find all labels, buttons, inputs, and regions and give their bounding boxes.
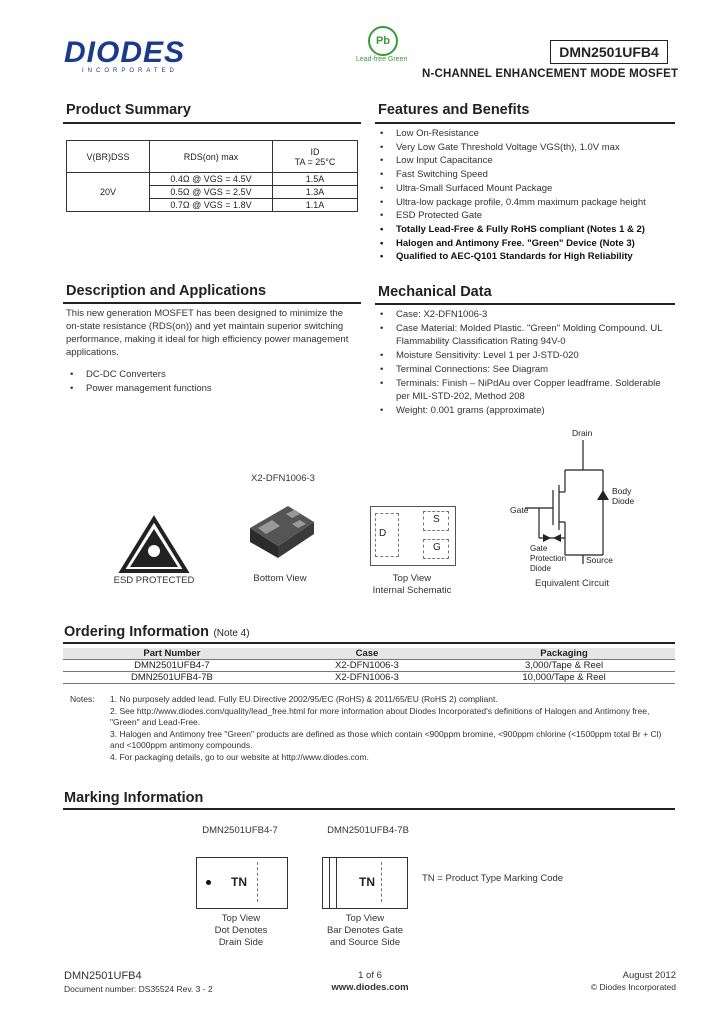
- cell: DMN2501UFB4-7: [63, 660, 281, 672]
- pin-g-label: G: [433, 542, 441, 553]
- cell: X2-DFN1006-3: [281, 672, 453, 684]
- marking-left-package: [196, 857, 288, 909]
- caption-line: and Source Side: [329, 937, 401, 948]
- list-item: • Ultra-low package profile, 0.4mm maximum package height: [376, 196, 676, 210]
- rds-row-3: 0.7Ω @ VGS = 1.8V: [150, 199, 273, 212]
- id-row-1: 1.5A: [273, 173, 358, 186]
- note-item: 1. No purposely added lead. Fully EU Directive 2002/95/EC (RoHS) & 2011/65/EU (RoHS 2) compliant.: [110, 694, 498, 704]
- pin-s-label: S: [433, 514, 440, 525]
- id-row-2: 1.3A: [273, 186, 358, 199]
- list-item: • DC-DC Converters: [66, 368, 356, 382]
- col-rdson: RDS(on) max: [150, 141, 273, 173]
- col-id-cond: TA = 25°C: [294, 156, 336, 167]
- circuit-caption: Equivalent Circuit: [535, 578, 609, 589]
- rds-row-2: 0.5Ω @ VGS = 2.5V: [150, 186, 273, 199]
- list-item: • Fast Switching Speed: [376, 168, 676, 182]
- marking-right-package: [322, 857, 408, 909]
- marking-title: Marking Information: [64, 790, 204, 806]
- diodes-logo: DIODES: [64, 36, 186, 69]
- footer-docnum: Document number: DS35524 Rev. 3 - 2: [64, 984, 213, 994]
- drain-dot-icon: [206, 880, 211, 885]
- divider: [63, 302, 361, 304]
- marking-right-label: DMN2501UFB4-7B: [327, 825, 409, 836]
- pad-outline: [257, 862, 282, 902]
- marking-code: TN: [231, 875, 247, 889]
- gate-source-bar-icon: [329, 858, 337, 908]
- divider: [63, 808, 675, 810]
- list-item: • Low On-Resistance: [376, 127, 676, 141]
- caption-line: Drain Side: [218, 937, 264, 948]
- note-item: 4. For packaging details, go to our website at http://www.diodes.com.: [110, 751, 369, 762]
- applications-list: [66, 368, 356, 395]
- list-item: • Power management functions: [66, 382, 356, 396]
- divider: [63, 642, 675, 644]
- ordering-note-ref: (Note 4): [213, 628, 250, 639]
- source-label: Source: [586, 555, 613, 565]
- pin-d-label: D: [379, 528, 387, 539]
- lead-free-icon: Pb: [368, 26, 398, 56]
- list-item: • Terminal Connections: See Diagram: [376, 363, 676, 377]
- cell: 10,000/Tape & Reel: [453, 672, 675, 684]
- caption-line: Dot Denotes: [214, 925, 268, 936]
- notes-label: Notes:: [70, 694, 95, 704]
- schematic-caption: [352, 573, 472, 597]
- ordering-title: Ordering Information: [64, 624, 209, 640]
- footer-part: DMN2501UFB4: [64, 970, 142, 982]
- mechanical-title: Mechanical Data: [378, 284, 492, 300]
- bottom-view-caption: Bottom View: [253, 573, 307, 584]
- id-row-3: 1.1A: [273, 199, 358, 212]
- features-title: Features and Benefits: [378, 102, 530, 118]
- notes-list: [110, 694, 675, 763]
- caption-line: Bar Denotes Gate: [326, 925, 404, 936]
- col-case: Case: [281, 648, 453, 660]
- mechanical-list: [376, 308, 676, 418]
- note-item: 3. Halogen and Antimony free "Green" products are defined as those which contain <900ppm bromine, <900ppm chlorine (<1500ppm total Br + Cl) and <1000ppm antimony compounds.: [110, 728, 662, 750]
- gate-label: Gate: [510, 505, 529, 515]
- col-vbrdss: V(BR)DSS: [67, 141, 150, 173]
- marking-code: TN: [359, 875, 375, 889]
- schematic-caption-1: Top View: [392, 573, 432, 584]
- description-text: This new generation MOSFET has been designed to minimize the on-state resistance (RDS(on)) and yet maintain superior switching performance, making it ideal for high efficiency power management applications.: [66, 308, 349, 358]
- list-item: • Weight: 0.001 grams (approximate): [376, 404, 676, 418]
- logo-subtext: INCORPORATED: [82, 68, 178, 74]
- schematic-caption-2: Internal Schematic: [372, 585, 452, 596]
- ordering-table: [63, 648, 675, 684]
- list-item: • Moisture Sensitivity: Level 1 per J-STD-020: [376, 349, 676, 363]
- cell: DMN2501UFB4-7B: [63, 672, 281, 684]
- product-summary-table: [66, 140, 358, 212]
- rds-row-1: 0.4Ω @ VGS = 4.5V: [150, 173, 273, 186]
- product-summary-title: Product Summary: [66, 102, 191, 118]
- description-title: Description and Applications: [66, 283, 267, 299]
- col-id: [273, 141, 358, 173]
- list-item: • Case Material: Molded Plastic. "Green" Molding Compound. UL Flammability Classification Rating 94V-0: [376, 322, 676, 349]
- note-item: 2. See http://www.diodes.com/quality/lead_free.html for more information about Diodes Incorporated's definitions of Halogen and Antimony free, "Green" and Lead-Free.: [110, 705, 650, 727]
- table-row: [63, 660, 675, 672]
- divider: [63, 122, 361, 124]
- device-subtitle: N-CHANNEL ENHANCEMENT MODE MOSFET: [422, 68, 679, 80]
- footer-website[interactable]: www.diodes.com: [331, 982, 409, 993]
- lead-free-label: Lead-free Green: [356, 56, 408, 63]
- footer-copyright: © Diodes Incorporated: [590, 982, 676, 992]
- list-item: • Halogen and Antimony Free. "Green" Device (Note 3): [376, 237, 676, 251]
- footer-date: August 2012: [622, 970, 676, 981]
- col-part: Part Number: [63, 648, 281, 660]
- footer-page: 1 of 6: [358, 970, 382, 981]
- list-item: • Qualified to AEC-Q101 Standards for High Reliability: [376, 250, 676, 264]
- esd-warning-icon: [118, 515, 190, 575]
- features-list: [376, 127, 676, 264]
- list-item: • Very Low Gate Threshold Voltage VGS(th), 1.0V max: [376, 141, 676, 155]
- cell: X2-DFN1006-3: [281, 660, 453, 672]
- marking-left-label: DMN2501UFB4-7: [202, 825, 278, 836]
- part-number: DMN2501UFB4: [550, 40, 668, 64]
- esd-caption: ESD PROTECTED: [113, 575, 195, 586]
- marking-left-caption: [186, 913, 296, 949]
- cell: 3,000/Tape & Reel: [453, 660, 675, 672]
- list-item: • ESD Protected Gate: [376, 209, 676, 223]
- col-id-label: ID: [310, 146, 320, 157]
- list-item: • Totally Lead-Free & Fully RoHS compliant (Notes 1 & 2): [376, 223, 676, 237]
- divider: [375, 303, 675, 305]
- divider: [375, 122, 675, 124]
- drain-label: Drain: [572, 428, 593, 438]
- marking-right-caption: [310, 913, 420, 949]
- pad-outline: [381, 862, 404, 902]
- marking-legend: TN = Product Type Marking Code: [422, 873, 564, 884]
- body-diode-label: Body Diode: [612, 486, 635, 506]
- internal-schematic: [370, 506, 456, 566]
- list-item: • Case: X2-DFN1006-3: [376, 308, 676, 322]
- vbr-value: 20V: [67, 173, 150, 212]
- list-item: • Ultra-Small Surfaced Mount Package: [376, 182, 676, 196]
- list-item: • Terminals: Finish – NiPdAu over Copper leadframe. Solderable per MIL-STD-202, Method 208: [376, 377, 676, 404]
- caption-line: Top View: [345, 913, 385, 924]
- list-item: • Low Input Capacitance: [376, 154, 676, 168]
- package-label: X2-DFN1006-3: [251, 473, 315, 484]
- caption-line: Top View: [221, 913, 261, 924]
- table-row: [63, 672, 675, 684]
- package-bottom-view: [244, 498, 316, 568]
- col-packaging: Packaging: [453, 648, 675, 660]
- ordering-header: [64, 623, 250, 641]
- gate-protection-label: Gate Protection Diode: [530, 544, 567, 573]
